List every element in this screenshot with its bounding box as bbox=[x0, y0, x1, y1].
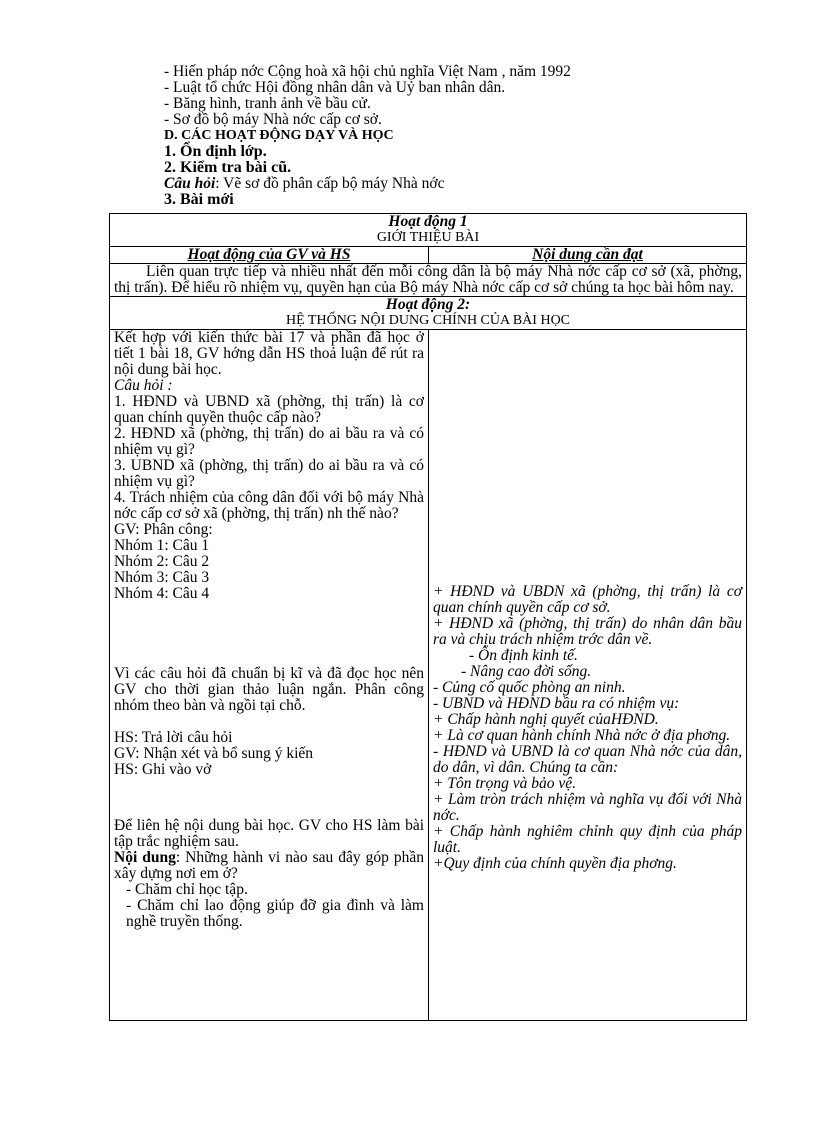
content-text: : Những hành vi nào sau đây góp phần xây dựng nơi em ở? bbox=[114, 849, 424, 882]
answer-item: + HĐND và UBDN xã (phờng, thị trấn) là cơ quan chính quyền cấp cơ sở. bbox=[433, 583, 743, 616]
question-text: : Vẽ sơ đồ phân cấp bộ máy Nhà nớc bbox=[215, 175, 445, 192]
question-label: Câu hỏi bbox=[164, 175, 216, 192]
quiz-item: - Chăm chỉ lao động giúp đỡ gia đình và làm nghề truyền thống. bbox=[126, 897, 424, 930]
review-question bbox=[164, 176, 744, 192]
activity-2-subtitle: HỆ THỐNG NỘI DUNG CHÍNH CỦA BÀI HỌC bbox=[286, 313, 571, 328]
group-line: Nhóm 3: Câu 3 bbox=[114, 569, 210, 586]
response-line: HS: Ghi vào vở bbox=[114, 761, 212, 778]
question-item: 4. Trách nhiệm của công dân đối với bộ máy Nhà nớc cấp cơ sở xã (phờng, thị trấn) nh thế nào? bbox=[114, 489, 424, 522]
lesson-table bbox=[109, 213, 747, 1021]
activity-2-title: Hoạt động 2: bbox=[385, 296, 471, 313]
column-header-content: Nội dung cần đạt bbox=[429, 247, 747, 264]
assignment-line: GV: Phân công: bbox=[114, 521, 213, 538]
intro-paragraph: Liên quan trực tiếp và nhiều nhất đến mỗi công dân là bộ máy Nhà nớc cấp cơ sở (xã, phờng, thị trấn). Để hiểu rõ nhiệm vụ, quyền hạn của Bộ máy Nhà nớc cấp cơ sở chúng ta học bài hôm nay. bbox=[110, 264, 747, 297]
material-line: - Băng hình, tranh ảnh về bầu cử. bbox=[164, 95, 371, 112]
answer-subitem: - Nâng cao đời sống. bbox=[461, 663, 592, 680]
material-line: - Luật tổ chức Hội đồng nhân dân và Uỷ ban nhân dân. bbox=[164, 79, 506, 96]
group-line: Nhóm 4: Câu 4 bbox=[114, 585, 210, 602]
paragraph: Để liên hệ nội dung bài học. GV cho HS làm bài tập trắc nghiệm sau. bbox=[114, 817, 424, 850]
lesson-intro bbox=[164, 64, 744, 208]
answer-subitem: +Quy định của chính quyền địa phơng. bbox=[433, 855, 677, 872]
group-line: Nhóm 2: Câu 2 bbox=[114, 553, 210, 570]
activity-2-header bbox=[110, 297, 747, 330]
step-3-heading: 3. Bài mới bbox=[164, 191, 234, 208]
quiz-content bbox=[114, 850, 424, 882]
answer-subitem: + Chấp hành nghị quyết củaHĐND. bbox=[433, 711, 659, 728]
step-1-heading: 1. Ổn định lớp. bbox=[164, 143, 267, 160]
question-item: 3. UBND xã (phờng, thị trấn) do ai bầu ra và có nhiệm vụ gì? bbox=[114, 457, 424, 490]
material-line: - Hiến pháp nớc Cộng hoà xã hội chủ nghĩa Việt Nam , năm 1992 bbox=[164, 63, 571, 80]
content-cell bbox=[429, 330, 747, 1021]
paragraph: Vì các câu hỏi đã chuẩn bị kĩ và đã đọc học nên GV cho thời gian thảo luận ngắn. Phân công nhóm theo bàn và ngồi tại chỗ. bbox=[114, 665, 424, 714]
activity-1-title: Hoạt động 1 bbox=[388, 213, 468, 230]
answer-subitem: - Củng cố quốc phòng an ninh. bbox=[433, 679, 626, 696]
section-d-heading: D. CÁC HOẠT ĐỘNG DẠY VÀ HỌC bbox=[164, 128, 394, 143]
step-2-heading: 2. Kiểm tra bài cũ. bbox=[164, 159, 292, 176]
activity-1-header bbox=[110, 214, 747, 247]
response-line: GV: Nhận xét và bổ sung ý kiến bbox=[114, 745, 314, 762]
activity-1-subtitle: GIỚI THIỆU BÀI bbox=[376, 230, 480, 245]
question-item: 1. HĐND và UBND xã (phờng, thị trấn) là cơ quan chính quyền thuộc cấp nào? bbox=[114, 393, 424, 426]
teacher-activities-cell bbox=[110, 330, 429, 1021]
answer-item: - HĐND và UBND là cơ quan Nhà nớc của dân, do dân, vì dân. Chúng ta cần: bbox=[433, 743, 743, 776]
column-header-teacher: Hoạt động của GV và HS bbox=[110, 247, 429, 264]
answer-subitem: - Ổn định kinh tế. bbox=[469, 647, 578, 664]
paragraph: Kết hợp với kiến thức bài 17 và phần đã học ở tiết 1 bài 18, GV hớng dẫn HS thoả luận để rút ra nội dung bài học. bbox=[114, 329, 424, 378]
content-label: Nội dung bbox=[114, 849, 176, 866]
answer-subitem: + Tôn trọng và bảo vệ. bbox=[433, 775, 577, 792]
answer-subitem: + Làm tròn trách nhiệm và nghĩa vụ đối với Nhà nớc. bbox=[433, 791, 743, 824]
questions-label: Câu hỏi : bbox=[114, 377, 173, 394]
answer-item: + HĐND xã (phờng, thị trấn) do nhân dân bầu ra và chịu trách nhiệm trớc dân về. bbox=[433, 615, 743, 648]
answer-subitem: + Chấp hành nghiêm chỉnh quy định của pháp luật. bbox=[433, 823, 743, 856]
answer-item: - UBND và HĐND bầu ra có nhiệm vụ: bbox=[433, 695, 680, 712]
quiz-item: - Chăm chỉ học tập. bbox=[126, 881, 248, 898]
group-line: Nhóm 1: Câu 1 bbox=[114, 537, 210, 554]
answer-subitem: + Là cơ quan hành chính Nhà nớc ở địa phơng. bbox=[433, 727, 731, 744]
response-line: HS: Trả lời câu hỏi bbox=[114, 729, 233, 746]
question-item: 2. HĐND xã (phờng, thị trấn) do ai bầu ra và có nhiệm vụ gì? bbox=[114, 425, 424, 458]
material-line: - Sơ đồ bộ máy Nhà nớc cấp cơ sở. bbox=[164, 111, 382, 128]
